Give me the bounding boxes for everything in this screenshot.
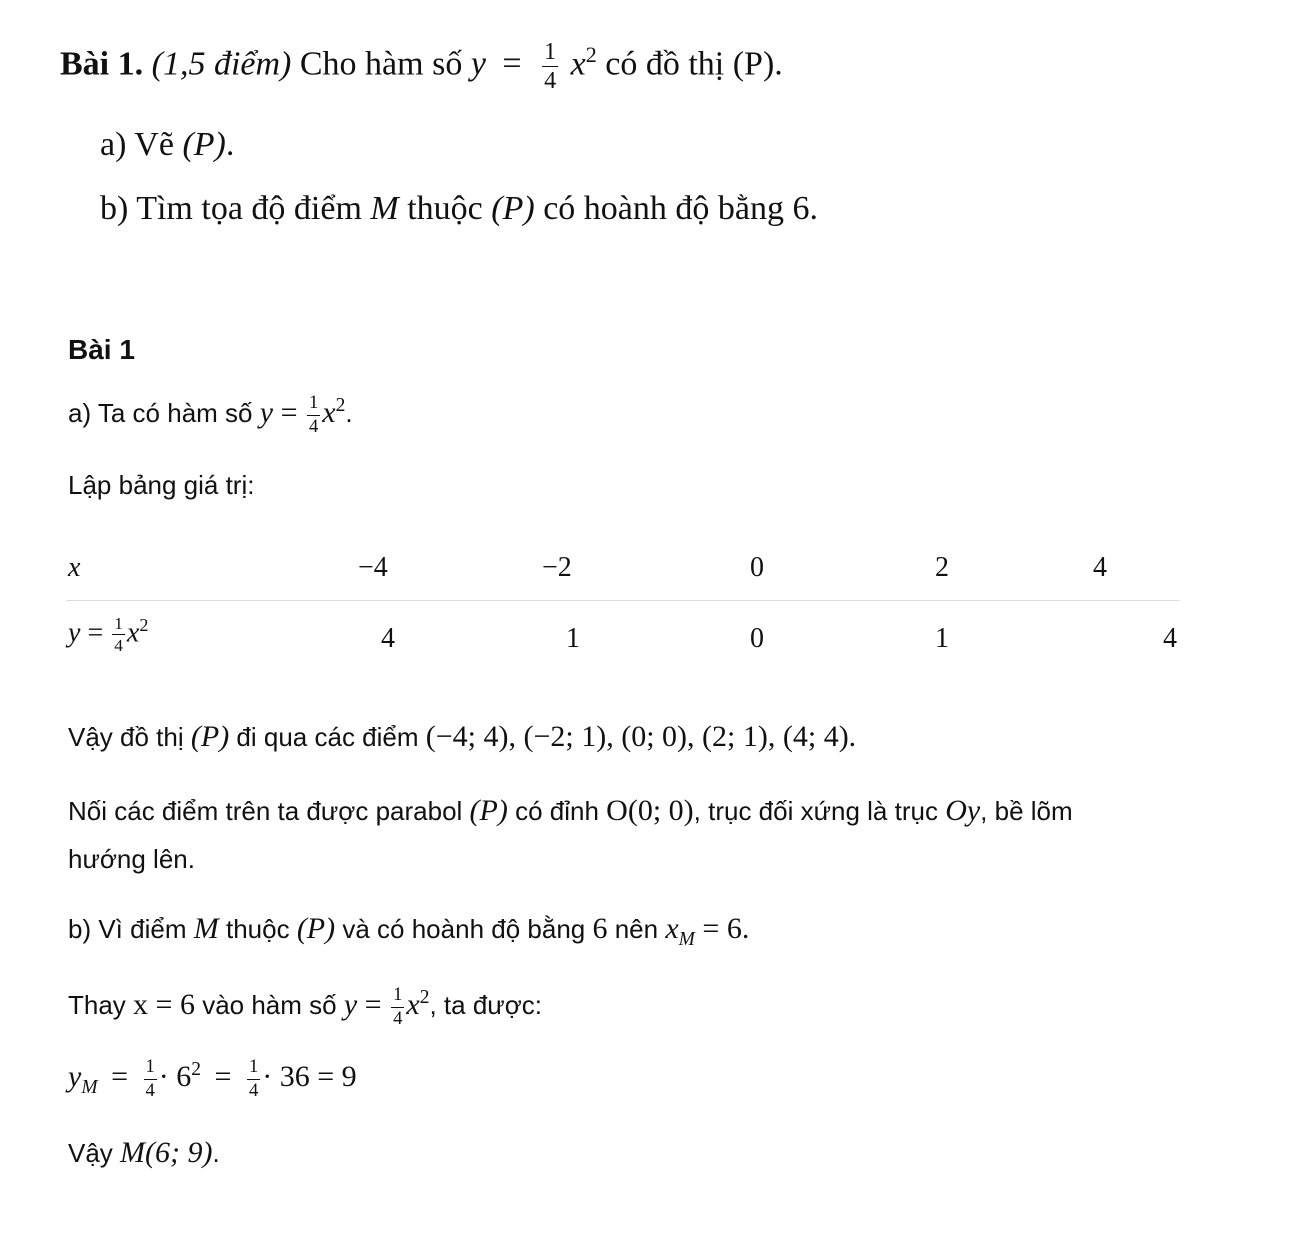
problem-title: Bài 1. (60, 45, 144, 83)
fraction-numerator: 1 (391, 986, 404, 1008)
part-b-suffix: có hoành độ bằng 6. (543, 190, 818, 227)
table-row-x (66, 540, 1180, 601)
b-mid: thuộc (225, 914, 290, 944)
func-exp: 2 (335, 394, 346, 416)
table-y-value: 1 (935, 623, 949, 654)
part-b-mid: thuộc (407, 190, 483, 227)
problem-part-b (100, 190, 818, 228)
table-intro: Lập bảng giá trị: (68, 470, 255, 500)
connect-vertex: O(0; 0) (606, 794, 694, 827)
calc-part2: · 36 = 9 (262, 1059, 357, 1093)
substitute-sentence (68, 986, 542, 1028)
table-x-value: 4 (1093, 552, 1107, 583)
calc-fraction-2 (247, 1058, 260, 1100)
func-x: x (322, 395, 336, 429)
part-b-sentence (68, 912, 749, 951)
b-M: M (193, 912, 219, 945)
sub-end: , ta được: (429, 989, 542, 1020)
part-b-P: (P) (491, 190, 535, 227)
table-x-value: −2 (542, 552, 572, 583)
func-fraction (307, 394, 320, 436)
b-eq: = 6. (702, 912, 750, 945)
table-y-value: 1 (566, 623, 580, 654)
solution-part-a-intro (68, 394, 353, 436)
table-y-value: 0 (750, 623, 764, 654)
problem-line-1 (60, 40, 783, 93)
connect-P: (P) (469, 794, 508, 827)
points-P: (P) (190, 720, 230, 753)
connect-mid2: , trục đối xứng là trục (693, 796, 938, 826)
table-y-fraction (112, 615, 125, 655)
problem-stem-suffix: có đồ thị (P). (605, 45, 783, 83)
conclusion-M: M(6; 9) (120, 1136, 213, 1169)
fraction-numerator: 1 (544, 39, 557, 65)
calc-fraction-1 (144, 1058, 157, 1100)
conclusion-prefix: Vậy (68, 1138, 113, 1168)
fraction-denominator: 4 (309, 415, 319, 437)
b-prefix: b) Vì điểm (68, 914, 187, 944)
sub-func-exp: 2 (419, 986, 430, 1008)
sub-func-eq: = (364, 987, 382, 1021)
fraction-numerator: 1 (247, 1058, 260, 1080)
func-y: y (259, 395, 274, 429)
calc-y: y (68, 1059, 82, 1093)
connect-Oy: Oy (945, 794, 981, 827)
solution-heading: Bài 1 (68, 334, 135, 365)
fraction-numerator: 1 (112, 615, 125, 635)
table-x-value: −4 (358, 552, 388, 583)
problem-points: (1,5 điểm) (151, 45, 292, 83)
calc-eq1: = (111, 1059, 128, 1093)
func-eq: = (280, 395, 298, 429)
sub-expr: x = 6 (133, 987, 195, 1021)
connect-sentence-line1 (68, 794, 1073, 828)
calc-eq2: = (214, 1059, 232, 1093)
fraction-denominator: 4 (544, 68, 557, 94)
table-x-value: 2 (935, 552, 949, 583)
calc-part1: · 6 (158, 1059, 192, 1093)
calculation-line (68, 1058, 357, 1100)
problem-exp: 2 (585, 41, 597, 67)
calc-exp: 2 (191, 1058, 202, 1080)
b-mid2: và có hoành độ bằng (342, 914, 586, 944)
sub-fraction (391, 986, 404, 1028)
sub-func-y: y (343, 987, 358, 1021)
part-a-P: (P) (182, 126, 226, 163)
fraction-numerator: 1 (144, 1058, 157, 1080)
table-y-label-exp: 2 (139, 615, 149, 635)
problem-part-a (100, 126, 234, 164)
sub-prefix: Thay (68, 989, 126, 1020)
sub-mid: vào hàm số (202, 989, 337, 1020)
b-mid3: nên (614, 914, 659, 944)
points-list: (−4; 4), (−2; 1), (0; 0), (2; 1), (4; 4). (425, 720, 857, 753)
part-a-end: . (225, 126, 235, 163)
table-y-value: 4 (1163, 623, 1177, 654)
part-a-prefix: a) Vẽ (100, 126, 174, 163)
a-intro-text: a) Ta có hàm số (68, 397, 253, 428)
problem-fraction (542, 40, 558, 93)
table-x-value: 0 (750, 552, 764, 583)
problem-stem-prefix: Cho hàm số (299, 45, 463, 83)
table-y-label-x: x (126, 617, 140, 649)
table-y-label-y: y (68, 617, 81, 649)
connect-mid: có đỉnh (515, 796, 599, 826)
points-mid: đi qua các điểm (236, 722, 419, 752)
conclusion (68, 1136, 220, 1170)
table-y-label-eq: = (87, 617, 104, 649)
a-intro-end: . (345, 397, 353, 428)
connect-end: , bề lõm (980, 796, 1073, 826)
fraction-numerator: 1 (307, 394, 320, 416)
table-row-y (66, 601, 1180, 677)
fraction-denominator: 4 (114, 636, 123, 656)
points-prefix: Vậy đồ thị (68, 722, 184, 752)
b-xM: x (665, 912, 679, 945)
b-xM-sub: M (678, 929, 695, 950)
sub-func-x: x (406, 987, 420, 1021)
fraction-denominator: 4 (248, 1079, 259, 1101)
problem-eq: = (502, 45, 522, 83)
value-table (66, 540, 1180, 677)
connect-prefix: Nối các điểm trên ta được parabol (68, 796, 463, 826)
fraction-denominator: 4 (145, 1079, 155, 1101)
part-b-prefix: b) Tìm tọa độ điểm (100, 190, 362, 227)
part-b-M: M (370, 190, 399, 227)
fraction-denominator: 4 (393, 1007, 403, 1029)
table-y-label (68, 615, 148, 655)
table-y-value: 4 (381, 623, 395, 654)
table-x-label: x (68, 552, 81, 583)
b-six: 6 (592, 912, 608, 945)
b-P: (P) (296, 912, 336, 945)
points-sentence (68, 720, 856, 754)
connect-sentence-line2: hướng lên. (68, 844, 195, 874)
conclusion-end: . (212, 1138, 220, 1168)
calc-sub: M (81, 1076, 98, 1098)
problem-x: x (570, 45, 586, 83)
problem-y: y (470, 45, 486, 83)
